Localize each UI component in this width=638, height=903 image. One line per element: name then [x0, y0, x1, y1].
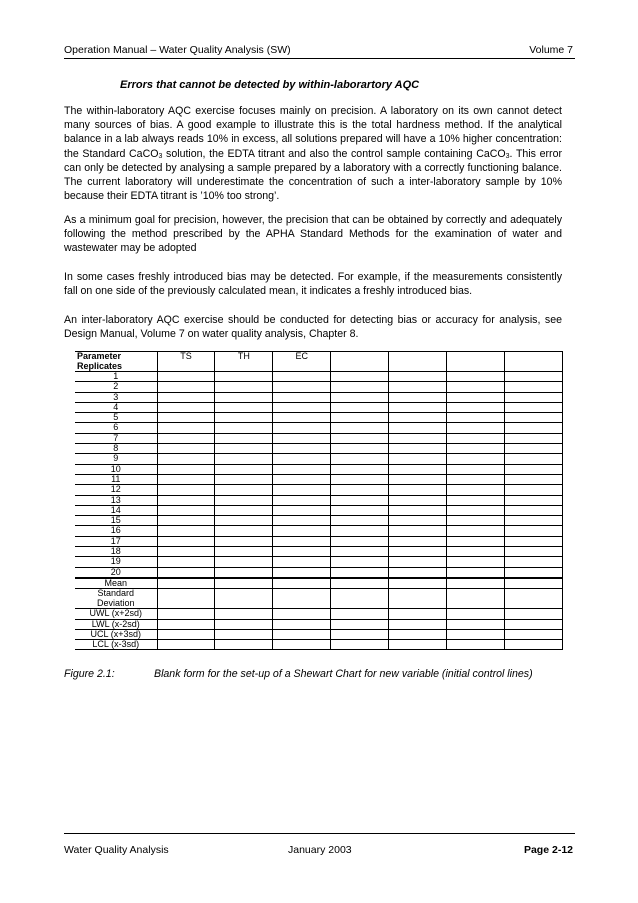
replicate-number-cell: 17 [75, 536, 157, 546]
empty-cell [157, 485, 215, 495]
empty-cell [447, 382, 505, 392]
empty-cell [215, 640, 273, 650]
empty-cell [331, 536, 389, 546]
empty-cell [331, 516, 389, 526]
replicate-number-cell: 20 [75, 567, 157, 578]
empty-cell [447, 536, 505, 546]
empty-cell [215, 485, 273, 495]
empty-cell [505, 640, 563, 650]
empty-cell [215, 382, 273, 392]
empty-cell [505, 485, 563, 495]
empty-cell [157, 567, 215, 578]
page-number: Page 2-12 [523, 844, 573, 856]
table-row [75, 413, 563, 423]
mean-cell: Mean [75, 578, 157, 589]
empty-cell [215, 372, 273, 382]
column-header-cell: TS [157, 352, 215, 372]
paragraph-bias-part-a: The within-laboratory AQC exercise focuses mainly on precision. A laboratory on its own cannot detect many sources of bias. A good example to illustrate this is the total hardness method. If the analytical balance in a lab always reads 10% in excess, all solutions prepared will have a 10% higher concentration: the Standard CaCO [64, 105, 562, 160]
empty-cell [505, 495, 563, 505]
empty-cell [273, 557, 331, 567]
table-row [75, 485, 563, 495]
empty-cell [215, 505, 273, 515]
empty-cell [331, 640, 389, 650]
empty-cell [215, 413, 273, 423]
empty-cell [331, 402, 389, 412]
empty-cell [331, 557, 389, 567]
empty-cell [157, 526, 215, 536]
empty-cell [331, 474, 389, 484]
empty-cell [389, 433, 447, 443]
empty-cell [273, 464, 331, 474]
empty-cell [331, 505, 389, 515]
empty-cell [157, 454, 215, 464]
empty-cell [215, 536, 273, 546]
replicate-number-cell: 15 [75, 516, 157, 526]
empty-cell [157, 609, 215, 619]
empty-cell [389, 505, 447, 515]
empty-cell [447, 423, 505, 433]
empty-cell [331, 413, 389, 423]
table-row [75, 629, 563, 639]
empty-cell [447, 474, 505, 484]
empty-cell [215, 423, 273, 433]
empty-cell [331, 578, 389, 589]
empty-cell [273, 589, 331, 609]
empty-cell [273, 505, 331, 515]
column-header-cell: TH [215, 352, 273, 372]
empty-cell [389, 629, 447, 639]
table-row [75, 578, 563, 589]
empty-cell [273, 526, 331, 536]
empty-cell [273, 629, 331, 639]
empty-cell [447, 505, 505, 515]
empty-cell [447, 547, 505, 557]
empty-cell [505, 454, 563, 464]
std-deviation-cell [75, 589, 157, 609]
empty-cell [389, 372, 447, 382]
empty-cell [505, 526, 563, 536]
table-row [75, 464, 563, 474]
parameter-header-cell [75, 352, 157, 372]
empty-cell [389, 392, 447, 402]
empty-cell [447, 392, 505, 402]
column-header-cell [505, 352, 563, 372]
paragraph-bias-part-b: solution, the EDTA titrant and also the control sample containing CaCO [162, 147, 506, 160]
empty-cell [389, 578, 447, 589]
empty-cell [447, 433, 505, 443]
empty-cell [331, 392, 389, 402]
empty-cell [331, 619, 389, 629]
shewart-form-table [75, 351, 563, 650]
empty-cell [331, 567, 389, 578]
column-header-cell [331, 352, 389, 372]
page-footer [64, 833, 575, 854]
empty-cell [447, 619, 505, 629]
empty-cell [157, 516, 215, 526]
empty-cell [389, 589, 447, 609]
empty-cell [331, 433, 389, 443]
empty-cell [273, 423, 331, 433]
table-row [75, 505, 563, 515]
replicate-number-cell: 6 [75, 423, 157, 433]
empty-cell [273, 578, 331, 589]
empty-cell [389, 402, 447, 412]
empty-cell [215, 609, 273, 619]
table-row [75, 640, 563, 650]
empty-cell [389, 547, 447, 557]
empty-cell [505, 536, 563, 546]
replicate-number-cell: 11 [75, 474, 157, 484]
empty-cell [389, 495, 447, 505]
empty-cell [157, 629, 215, 639]
paragraph-bias-part-c: . This error can only be detected by analysing a sample prepared by a laboratory with a correctly functioning balance. The current laboratory will underestimate the concentration of such a inter-laboratory sample by 10% because their EDTA titrant is ’10% too strong’. [64, 147, 562, 203]
empty-cell [389, 640, 447, 650]
table-row [75, 495, 563, 505]
empty-cell [331, 464, 389, 474]
replicate-number-cell: 5 [75, 413, 157, 423]
replicate-number-cell: 7 [75, 433, 157, 443]
empty-cell [331, 444, 389, 454]
replicate-number-cell: 14 [75, 505, 157, 515]
empty-cell [215, 516, 273, 526]
empty-cell [215, 392, 273, 402]
empty-cell [273, 495, 331, 505]
empty-cell [273, 640, 331, 650]
empty-cell [389, 454, 447, 464]
empty-cell [447, 557, 505, 567]
empty-cell [157, 505, 215, 515]
table-row [75, 454, 563, 464]
empty-cell [157, 444, 215, 454]
empty-cell [157, 619, 215, 629]
replicate-number-cell: 9 [75, 454, 157, 464]
empty-cell [505, 464, 563, 474]
empty-cell [505, 402, 563, 412]
empty-cell [447, 402, 505, 412]
empty-cell [447, 485, 505, 495]
table-row [75, 433, 563, 443]
empty-cell [331, 372, 389, 382]
empty-cell [157, 536, 215, 546]
paragraph-precision: As a minimum goal for precision, however, the precision that can be obtained by correctly and adequately following the method prescribed by the APHA Standard Methods for the examination of water and wastewater may be adopted [64, 214, 562, 255]
lcl-cell: LCL (x-3sd) [75, 640, 157, 650]
empty-cell [331, 609, 389, 619]
empty-cell [389, 557, 447, 567]
empty-cell [273, 547, 331, 557]
column-header-cell [447, 352, 505, 372]
table-row [75, 516, 563, 526]
empty-cell [157, 557, 215, 567]
empty-cell [273, 474, 331, 484]
empty-cell [389, 474, 447, 484]
column-header-cell: EC [273, 352, 331, 372]
empty-cell [273, 619, 331, 629]
empty-cell [215, 557, 273, 567]
empty-cell [215, 474, 273, 484]
ucl-cell: UCL (x+3sd) [75, 629, 157, 639]
empty-cell [157, 640, 215, 650]
replicate-number-cell: 16 [75, 526, 157, 536]
empty-cell [215, 444, 273, 454]
empty-cell [505, 382, 563, 392]
replicate-number-cell: 1 [75, 372, 157, 382]
empty-cell [389, 526, 447, 536]
empty-cell [505, 505, 563, 515]
empty-cell [273, 392, 331, 402]
empty-cell [157, 547, 215, 557]
table-row [75, 547, 563, 557]
lwl-cell: LWL (x-2sd) [75, 619, 157, 629]
empty-cell [447, 413, 505, 423]
empty-cell [157, 423, 215, 433]
empty-cell [157, 474, 215, 484]
empty-cell [157, 495, 215, 505]
empty-cell [215, 402, 273, 412]
empty-cell [389, 516, 447, 526]
table-row [75, 392, 563, 402]
empty-cell [273, 402, 331, 412]
paragraph-inter-lab: An inter-laboratory AQC exercise should be conducted for detecting bias or accuracy for analysis, see Design Manual, Volume 7 on water quality analysis, Chapter 8. [64, 314, 562, 341]
empty-cell [505, 444, 563, 454]
empty-cell [505, 629, 563, 639]
paragraph-bias [64, 104, 562, 203]
table-row [75, 402, 563, 412]
empty-cell [505, 619, 563, 629]
header-title: Operation Manual – Water Quality Analysis (SW) [64, 44, 291, 56]
empty-cell [389, 413, 447, 423]
empty-cell [215, 619, 273, 629]
empty-cell [505, 392, 563, 402]
empty-cell [447, 567, 505, 578]
footer-title: Water Quality Analysis [64, 844, 169, 856]
empty-cell [389, 444, 447, 454]
empty-cell [447, 526, 505, 536]
table-row [75, 567, 563, 578]
table-row [75, 423, 563, 433]
empty-cell [215, 629, 273, 639]
parameter-label: Parameter [77, 351, 122, 362]
empty-cell [215, 547, 273, 557]
figure-number: Figure 2.1: [64, 668, 115, 680]
empty-cell [157, 392, 215, 402]
section-heading: Errors that cannot be detected by within-laborartory AQC [120, 79, 420, 91]
empty-cell [331, 629, 389, 639]
empty-cell [447, 640, 505, 650]
empty-cell [505, 557, 563, 567]
subscript-3: 3 [158, 152, 163, 160]
empty-cell [273, 609, 331, 619]
replicate-number-cell: 4 [75, 402, 157, 412]
empty-cell [273, 413, 331, 423]
header-volume: Volume 7 [529, 44, 573, 56]
empty-cell [447, 609, 505, 619]
empty-cell [447, 578, 505, 589]
empty-cell [447, 454, 505, 464]
replicate-number-cell: 12 [75, 485, 157, 495]
empty-cell [389, 567, 447, 578]
empty-cell [389, 464, 447, 474]
empty-cell [447, 444, 505, 454]
std-line-1: Standard [97, 588, 135, 599]
replicate-number-cell: 2 [75, 382, 157, 392]
empty-cell [389, 382, 447, 392]
empty-cell [215, 433, 273, 443]
empty-cell [505, 589, 563, 609]
paragraph-fresh-bias: In some cases freshly introduced bias may be detected. For example, if the measurements consistently fall on one side of the previously calculated mean, it indicates a freshly introduced bias. [64, 271, 562, 298]
empty-cell [447, 629, 505, 639]
empty-cell [215, 464, 273, 474]
empty-cell [447, 464, 505, 474]
empty-cell [273, 444, 331, 454]
empty-cell [447, 372, 505, 382]
table-row [75, 372, 563, 382]
empty-cell [505, 609, 563, 619]
table-row [75, 474, 563, 484]
empty-cell [215, 567, 273, 578]
empty-cell [215, 589, 273, 609]
empty-cell [389, 619, 447, 629]
empty-cell [505, 567, 563, 578]
empty-cell [389, 536, 447, 546]
empty-cell [505, 578, 563, 589]
empty-cell [215, 578, 273, 589]
replicate-number-cell: 13 [75, 495, 157, 505]
replicate-number-cell: 8 [75, 444, 157, 454]
empty-cell [273, 454, 331, 464]
table-row [75, 382, 563, 392]
empty-cell [331, 454, 389, 464]
table-row [75, 536, 563, 546]
replicate-number-cell: 18 [75, 547, 157, 557]
empty-cell [389, 485, 447, 495]
empty-cell [505, 372, 563, 382]
table-row [75, 557, 563, 567]
replicate-number-cell: 19 [75, 557, 157, 567]
replicate-number-cell: 10 [75, 464, 157, 474]
empty-cell [505, 433, 563, 443]
table-row [75, 619, 563, 629]
figure-text: Blank form for the set-up of a Shewart Chart for new variable (initial control lines) [154, 668, 533, 680]
empty-cell [273, 382, 331, 392]
empty-cell [157, 413, 215, 423]
empty-cell [157, 589, 215, 609]
empty-cell [273, 485, 331, 495]
empty-cell [505, 516, 563, 526]
empty-cell [273, 536, 331, 546]
empty-cell [273, 567, 331, 578]
std-line-2: Deviation [96, 597, 135, 608]
empty-cell [447, 516, 505, 526]
table-row [75, 589, 563, 609]
footer-date: January 2003 [288, 844, 352, 856]
empty-cell [273, 516, 331, 526]
empty-cell [331, 423, 389, 433]
subscript-3: 3 [505, 152, 510, 160]
empty-cell [215, 495, 273, 505]
replicate-number-cell: 3 [75, 392, 157, 402]
empty-cell [157, 402, 215, 412]
empty-cell [447, 589, 505, 609]
empty-cell [447, 495, 505, 505]
empty-cell [505, 423, 563, 433]
empty-cell [215, 454, 273, 464]
empty-cell [505, 474, 563, 484]
empty-cell [389, 423, 447, 433]
uwl-cell: UWL (x+2sd) [75, 609, 157, 619]
empty-cell [505, 413, 563, 423]
empty-cell [157, 382, 215, 392]
empty-cell [331, 382, 389, 392]
empty-cell [505, 547, 563, 557]
empty-cell [331, 485, 389, 495]
empty-cell [331, 547, 389, 557]
empty-cell [157, 372, 215, 382]
table-row [75, 526, 563, 536]
empty-cell [215, 526, 273, 536]
empty-cell [389, 609, 447, 619]
empty-cell [273, 372, 331, 382]
empty-cell [157, 433, 215, 443]
empty-cell [331, 495, 389, 505]
page-header [64, 44, 575, 59]
table-row [75, 444, 563, 454]
replicates-label: Replicates [77, 360, 123, 371]
table-row [75, 609, 563, 619]
empty-cell [273, 433, 331, 443]
empty-cell [331, 526, 389, 536]
empty-cell [157, 464, 215, 474]
column-header-cell [389, 352, 447, 372]
empty-cell [157, 578, 215, 589]
empty-cell [331, 589, 389, 609]
